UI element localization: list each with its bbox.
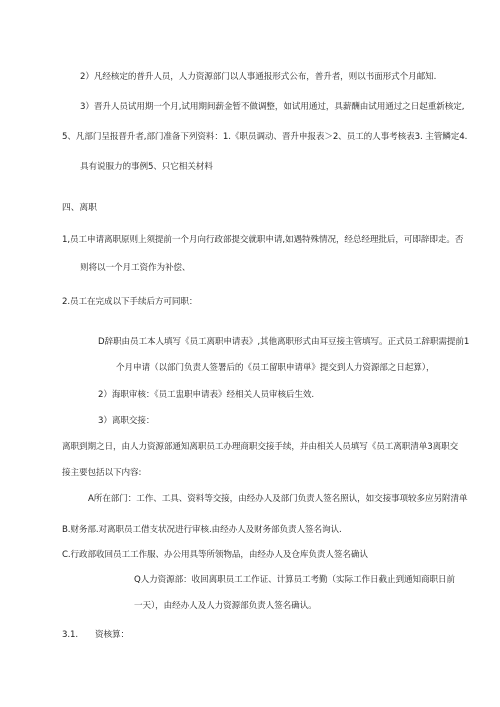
paragraph-line: Q人力资源部：收回离职员工工作证、计算员工考勤（实际工作日截止到通知商职日前 <box>134 575 455 585</box>
paragraph-line: 3）晋升人员试用期一个月,试用期间薪金暂不做调整，如试用通过，具薪酬由试用通过之日起重新核定, <box>80 102 465 112</box>
paragraph-line: 1,员工申请离职原则上须提前一个月向行政部提交就职申请,如遇特殊情况，经总经理批后，可即辞即走。否 <box>62 235 464 245</box>
paragraph-line: D辞职由员工本人填写《员工离职申请表》,其他离职形式由耳豆接主管填写。正式员工辞职需提前1 <box>98 337 470 347</box>
paragraph-line: B.财务部.对离职员工借支状况进行审核.由经办人及财务部负责人签名询认. <box>62 525 342 535</box>
paragraph-line: 3）离职交接： <box>98 416 155 426</box>
paragraph-line: 一天），由经办人及人力资源部负责人签名确认。 <box>134 601 317 611</box>
paragraph-line: A所在部门：工作、工具、资料等交接，由经办人及部门负责人签名照认，如交接事项较多应另附清单 <box>88 494 468 504</box>
paragraph-line: 个月申请（以部门负责人签署后的《员工留职申请単》提交到人力资源部之日起算）， <box>116 363 435 373</box>
paragraph-line: 离职到期之日，由人力资源部通知离职员工办理商职交接手续，并由相关人员填写《员工离职清单3离职交 <box>62 442 459 452</box>
paragraph-line: 2）海职审核：《员工盅职申请表》经相关人员审核后生效. <box>98 390 315 400</box>
paragraph-line: 接主要包括以下内容: <box>62 468 142 478</box>
paragraph-line: 则将以一个月工资作为补偿、 <box>80 263 191 273</box>
paragraph-line: C.行政部收回员工工作服、办公用具等所领物品，由经办人及仓库负责人签名确认 <box>62 550 368 560</box>
paragraph-line: 5、凡部门呈报晋升者,部门准备下列资料：1.《职员调动、晋升申报表＞2、员工的人事考核表3. 主管鳞定4. <box>62 132 468 142</box>
paragraph-line: 3.1. 资核算： <box>62 630 129 640</box>
paragraph-line: 2.员工在完成以下手续后方可同职： <box>62 297 198 307</box>
section-heading: 四、离职 <box>62 203 97 213</box>
paragraph-line: 具有说服力的事例5、只它相关材料 <box>80 162 213 172</box>
paragraph-line: 2）凡经核定的普升人员，人力资源部门以人事通报形式公布，普升者，则以书面形式个月邮知. <box>80 72 437 82</box>
